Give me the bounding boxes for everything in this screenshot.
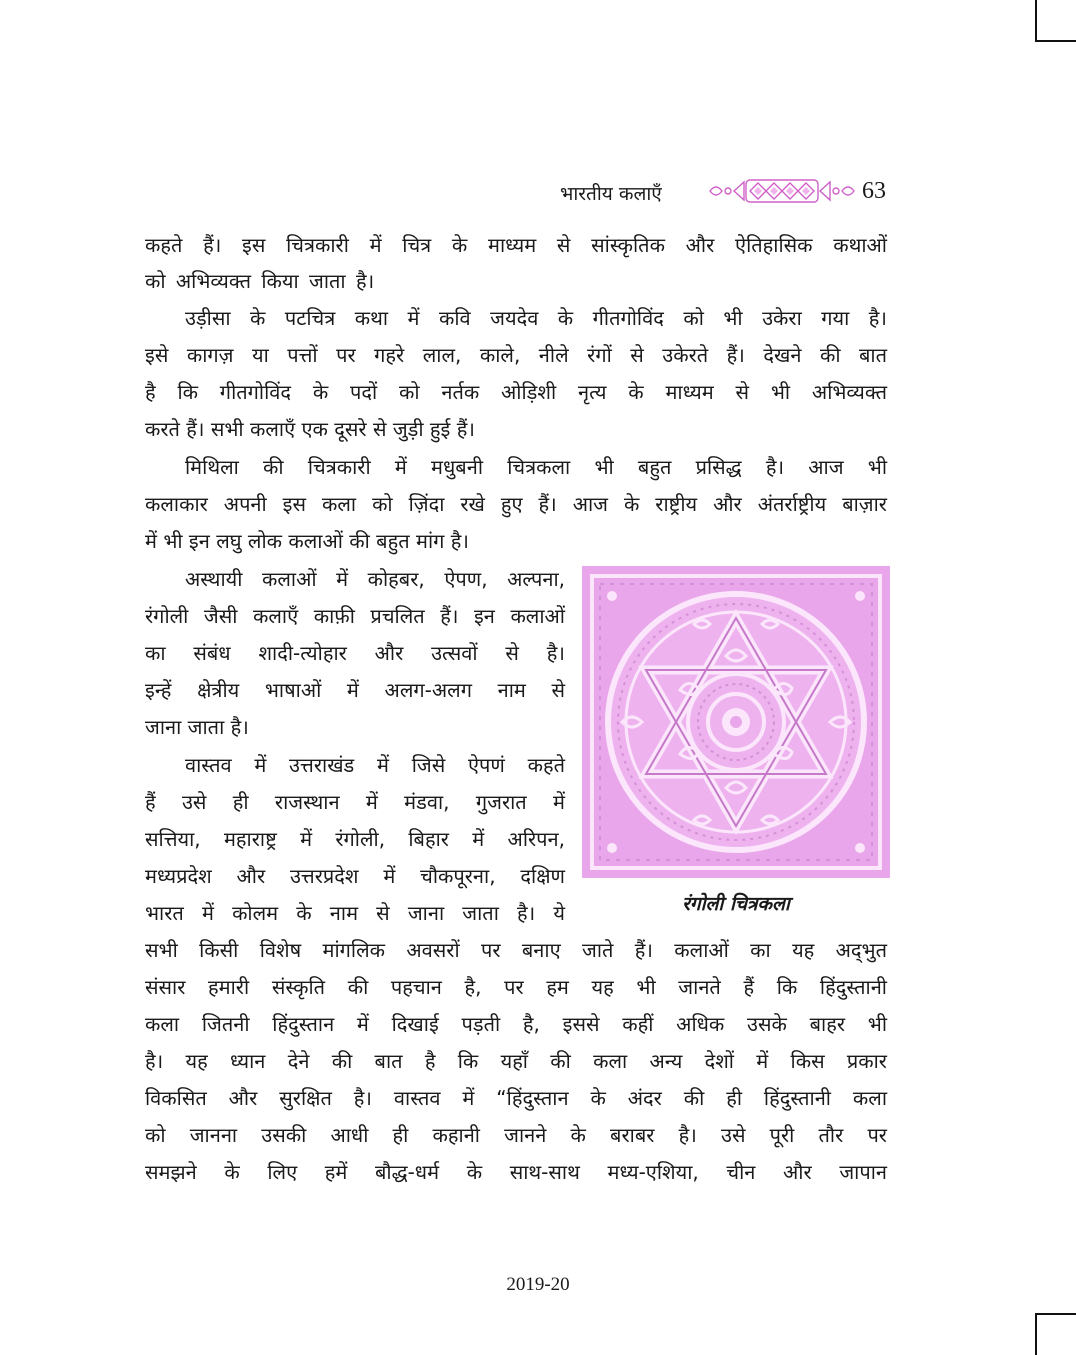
text-line: अस्थायी कलाओं में कोहबर, ऐपण, अल्पना,: [185, 567, 565, 591]
crop-mark-bottom-right-horizontal: [1035, 1313, 1076, 1315]
footer-year: 2019-20: [506, 1274, 570, 1295]
text-line: को जानना उसकी आधी ही कहानी जानने के बराबर है। उसे पूरी तौर पर: [145, 1123, 887, 1147]
text-line: कलाकार अपनी इस कला को ज़िंदा रखे हुए हैं। आज के राष्ट्रीय और अंतर्राष्ट्रीय बाज़ार: [145, 492, 887, 516]
rangoli-illustration: [582, 566, 890, 878]
text-line: वास्तव में उत्तराखंड में जिसे ऐपणं कहते: [185, 753, 565, 777]
text-line: संसार हमारी संस्कृति की पहचान है, पर हम यह भी जानते हैं कि हिंदुस्तानी: [145, 975, 887, 999]
text-line: कला जितनी हिंदुस्तान में दिखाई पड़ती है, इससे कहीं अधिक उसके बाहर भी: [145, 1012, 887, 1036]
text-line: मध्यप्रदेश और उत्तरप्रदेश में चौकपूरना, दक्षिण: [145, 864, 565, 888]
figure-caption: रंगोली चित्रकला: [682, 893, 790, 915]
crop-mark-top-right-vertical: [1035, 0, 1037, 42]
text-line: रंगोली जैसी कलाएँ काफ़ी प्रचलित हैं। इन कलाओं: [145, 604, 565, 628]
text-line: कहते हैं। इस चित्रकारी में चित्र के माध्यम से सांस्कृतिक और ऐतिहासिक कथाओं: [145, 233, 887, 257]
text-line: सत्तिया, महाराष्ट्र में रंगोली, बिहार में अरिपन,: [145, 827, 565, 851]
text-line: जाना जाता है।: [145, 715, 249, 739]
text-line: को अभिव्यक्त किया जाता है।: [145, 269, 375, 293]
text-line: भारत में कोलम के नाम से जाना जाता है। ये: [145, 901, 565, 925]
text-line: में भी इन लघु लोक कलाओं की बहुत मांग है।: [145, 529, 469, 553]
text-line: सभी किसी विशेष मांगलिक अवसरों पर बनाए जाते हैं। कलाओं का यह अद्‍भुत: [145, 938, 887, 962]
text-line: इन्हें क्षेत्रीय भाषाओं में अलग-अलग नाम से: [145, 678, 565, 702]
text-line: है। यह ध्यान देने की बात है कि यहाँ की कला अन्य देशों में किस प्रकार: [145, 1049, 887, 1073]
text-line: इसे कागज़ या पत्तों पर गहरे लाल, काले, नीले रंगों से उकेरते हैं। देखने की बात: [145, 343, 887, 367]
text-line: विकसित और सुरक्षित है। वास्तव में “हिंदुस्तान के अंदर की ही हिंदुस्तानी कला: [145, 1086, 887, 1110]
decorative-ornament-icon: [708, 174, 858, 208]
text-line: है कि गीतगोविंद के पदों को नर्तक ओड़िशी नृत्य के माध्यम से भी अभिव्यक्त: [145, 380, 887, 404]
running-header-title: भारतीय कलाएँ: [560, 183, 662, 205]
text-line: समझने के लिए हमें बौद्ध-धर्म के साथ-साथ मध्य-एशिया, चीन और जापान: [145, 1160, 887, 1184]
text-line: मिथिला की चित्रकारी में मधुबनी चित्रकला भी बहुत प्रसिद्ध है। आज भी: [185, 455, 887, 479]
text-line: हैं उसे ही राजस्थान में मंडवा, गुजरात में: [145, 790, 565, 814]
crop-mark-top-right-horizontal: [1035, 40, 1076, 42]
text-line: उड़ीसा के पटचित्र कथा में कवि जयदेव के गीतगोविंद को भी उकेरा गया है।: [185, 306, 887, 330]
text-line: करते हैं। सभी कलाएँ एक दूसरे से जुड़ी हुई हैं।: [145, 417, 475, 441]
page-number: 63: [862, 178, 886, 204]
crop-mark-bottom-right-vertical: [1035, 1313, 1037, 1355]
text-line: का संबंध शादी-त्योहार और उत्सवों से है।: [145, 641, 565, 665]
